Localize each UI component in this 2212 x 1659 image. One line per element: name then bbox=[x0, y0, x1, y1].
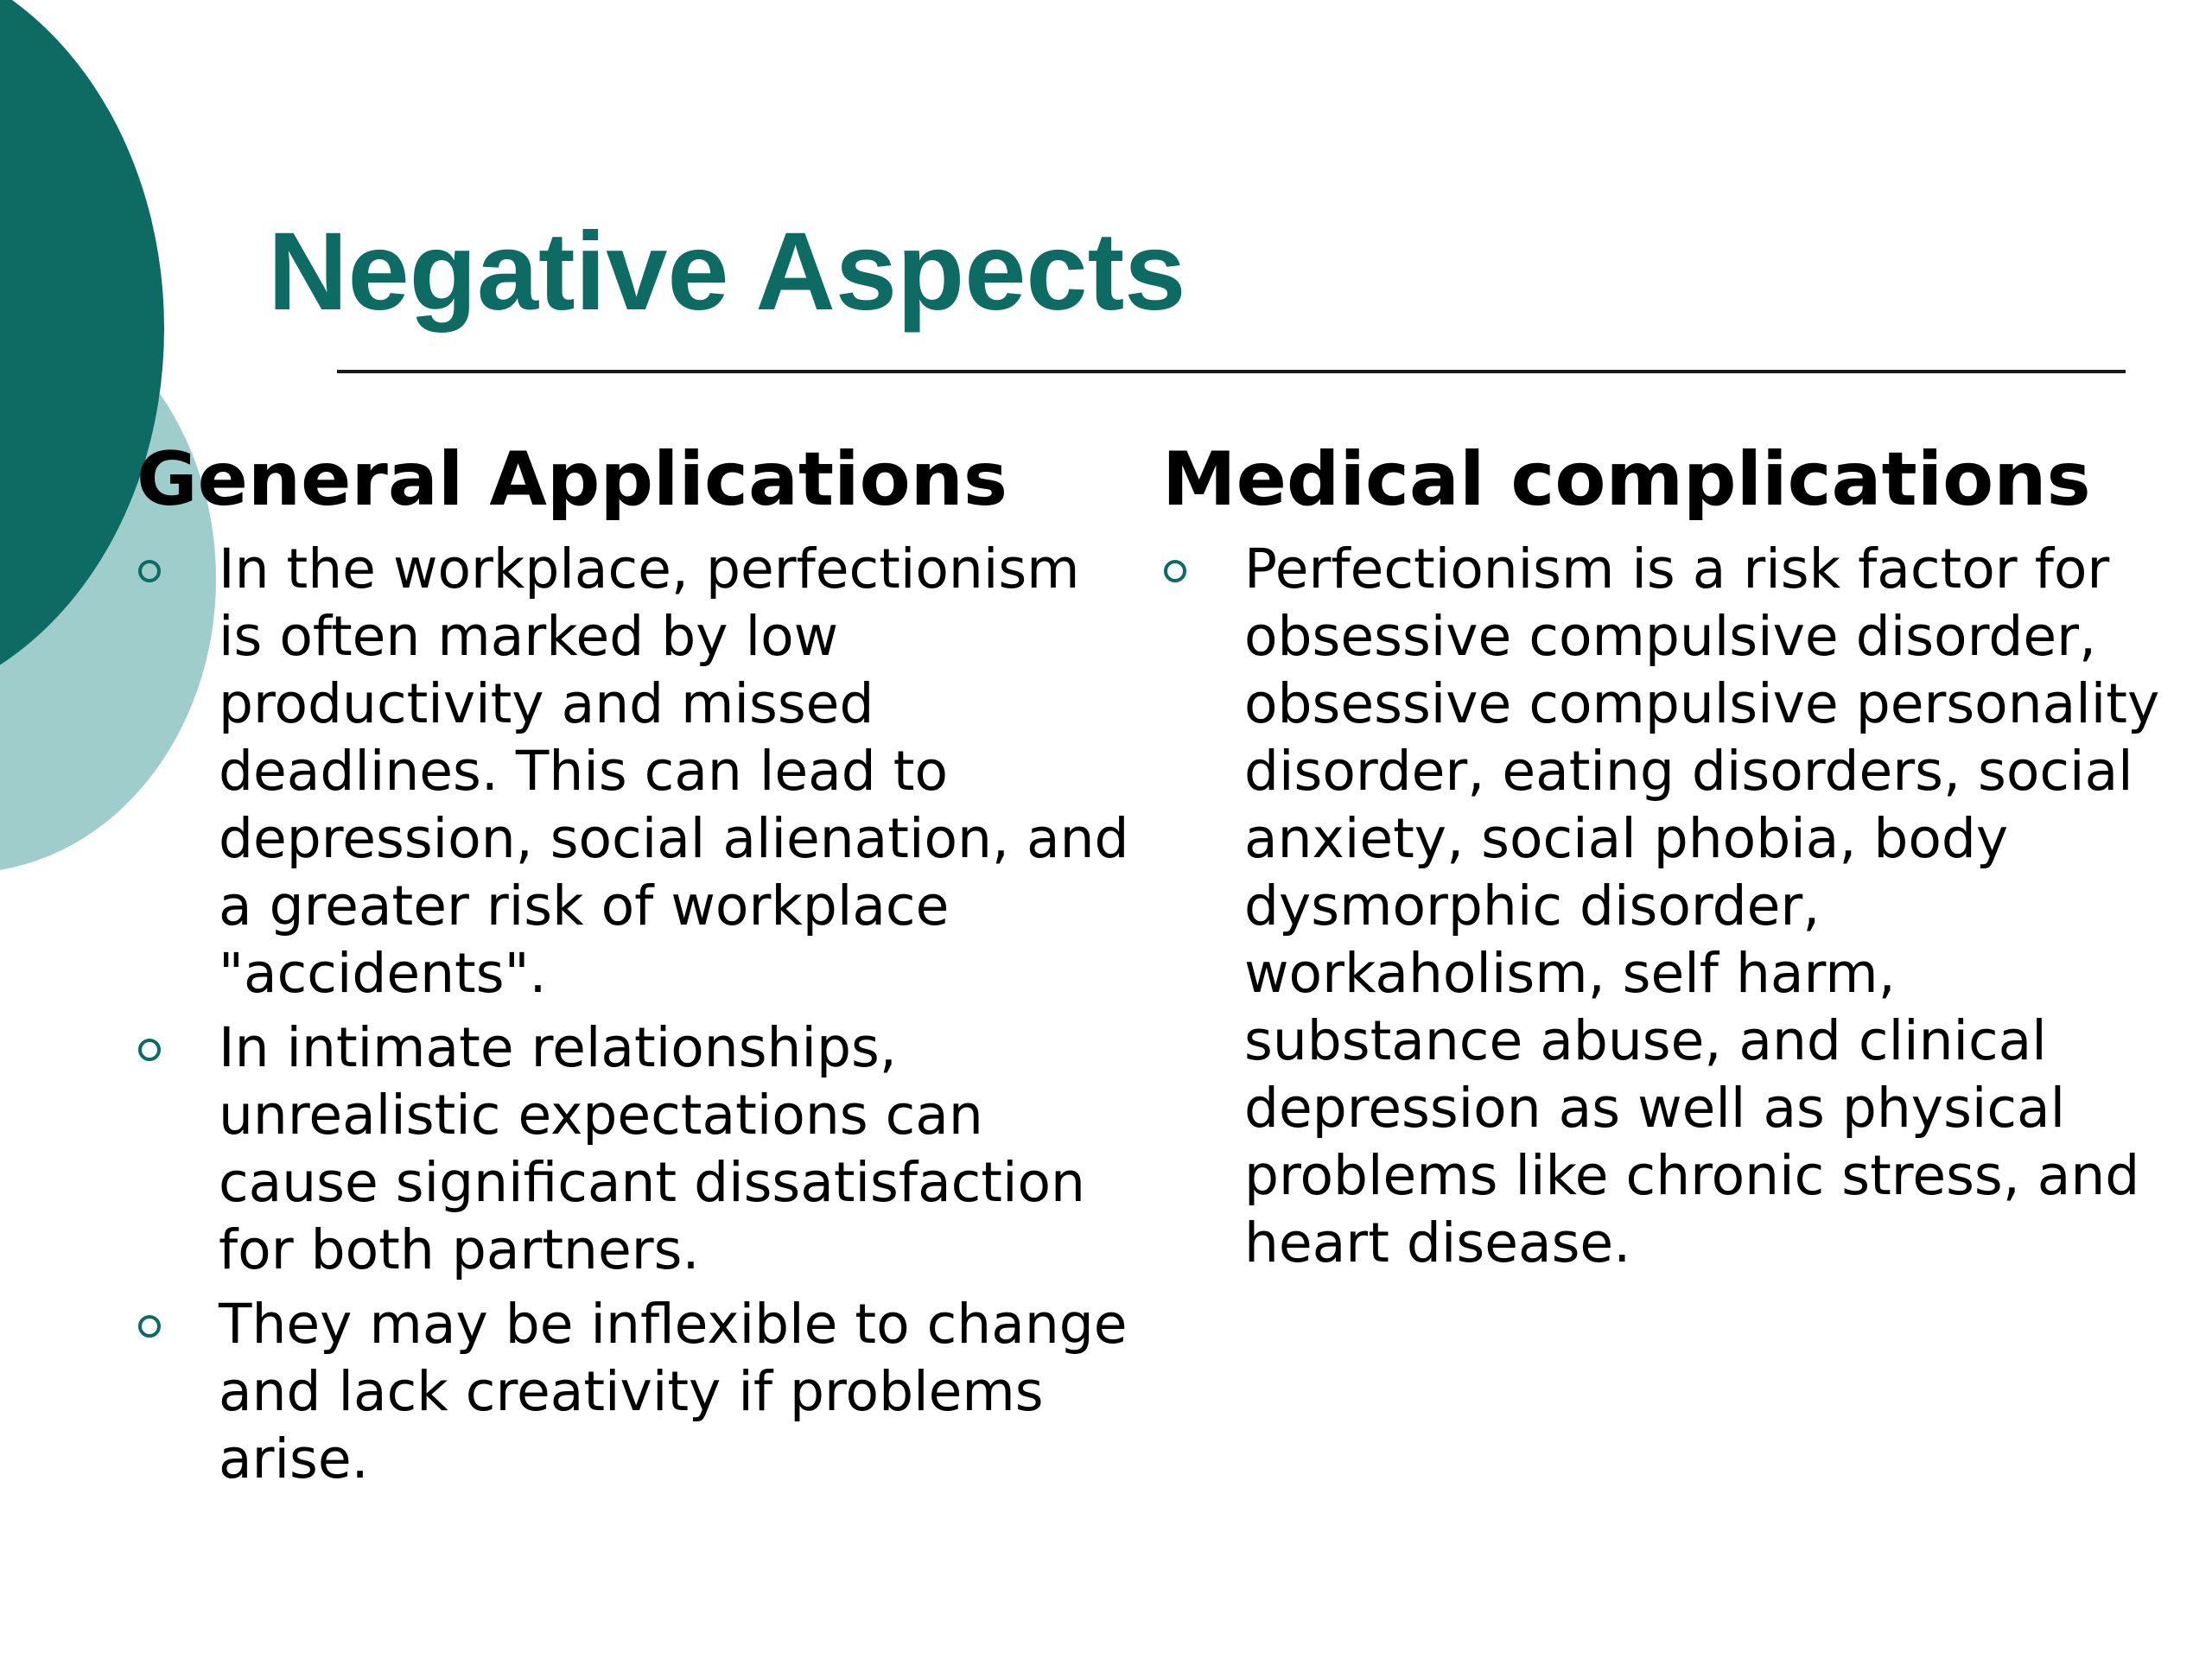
bullet-text: In intimate relationships, unrealistic expectations can cause significant dissatisfaction for both partners. bbox=[219, 1016, 1085, 1281]
general-applications-heading: General Applications bbox=[137, 436, 1008, 523]
medical-complications-list bbox=[1162, 536, 2164, 1277]
bullet-text: In the workplace, perfectionism is often marked by low productivity and missed deadlines. This can lead to depression, social alienation, and a greater risk of workplace "accidents". bbox=[219, 537, 1129, 1005]
list-item bbox=[137, 536, 1139, 1007]
list-item bbox=[137, 1014, 1139, 1284]
hollow-circle-bullet-icon bbox=[138, 560, 161, 582]
title-divider bbox=[337, 370, 2126, 373]
general-applications-list bbox=[137, 536, 1139, 1493]
list-item bbox=[137, 1291, 1139, 1493]
slide-title: Negative Aspects bbox=[268, 210, 1186, 334]
bullet-text: Perfectionism is a risk factor for obsessive compulsive disorder, obsessive compulsive personality disorder, eating disorders, social anxiety, social phobia, body dysmorphic disorder, workaholism, self harm, substance abuse, and clinical depression as well as physical problems like chronic stress, and heart disease. bbox=[1244, 537, 2160, 1274]
general-applications-column bbox=[137, 432, 1139, 1500]
hollow-circle-bullet-icon bbox=[1164, 560, 1186, 582]
medical-complications-column bbox=[1162, 432, 2164, 1284]
list-item bbox=[1162, 536, 2164, 1277]
hollow-circle-bullet-icon bbox=[138, 1315, 161, 1338]
hollow-circle-bullet-icon bbox=[138, 1039, 161, 1061]
bullet-text: They may be inflexible to change and lack creativity if problems arise. bbox=[219, 1293, 1128, 1491]
medical-complications-heading: Medical complications bbox=[1162, 436, 2091, 523]
